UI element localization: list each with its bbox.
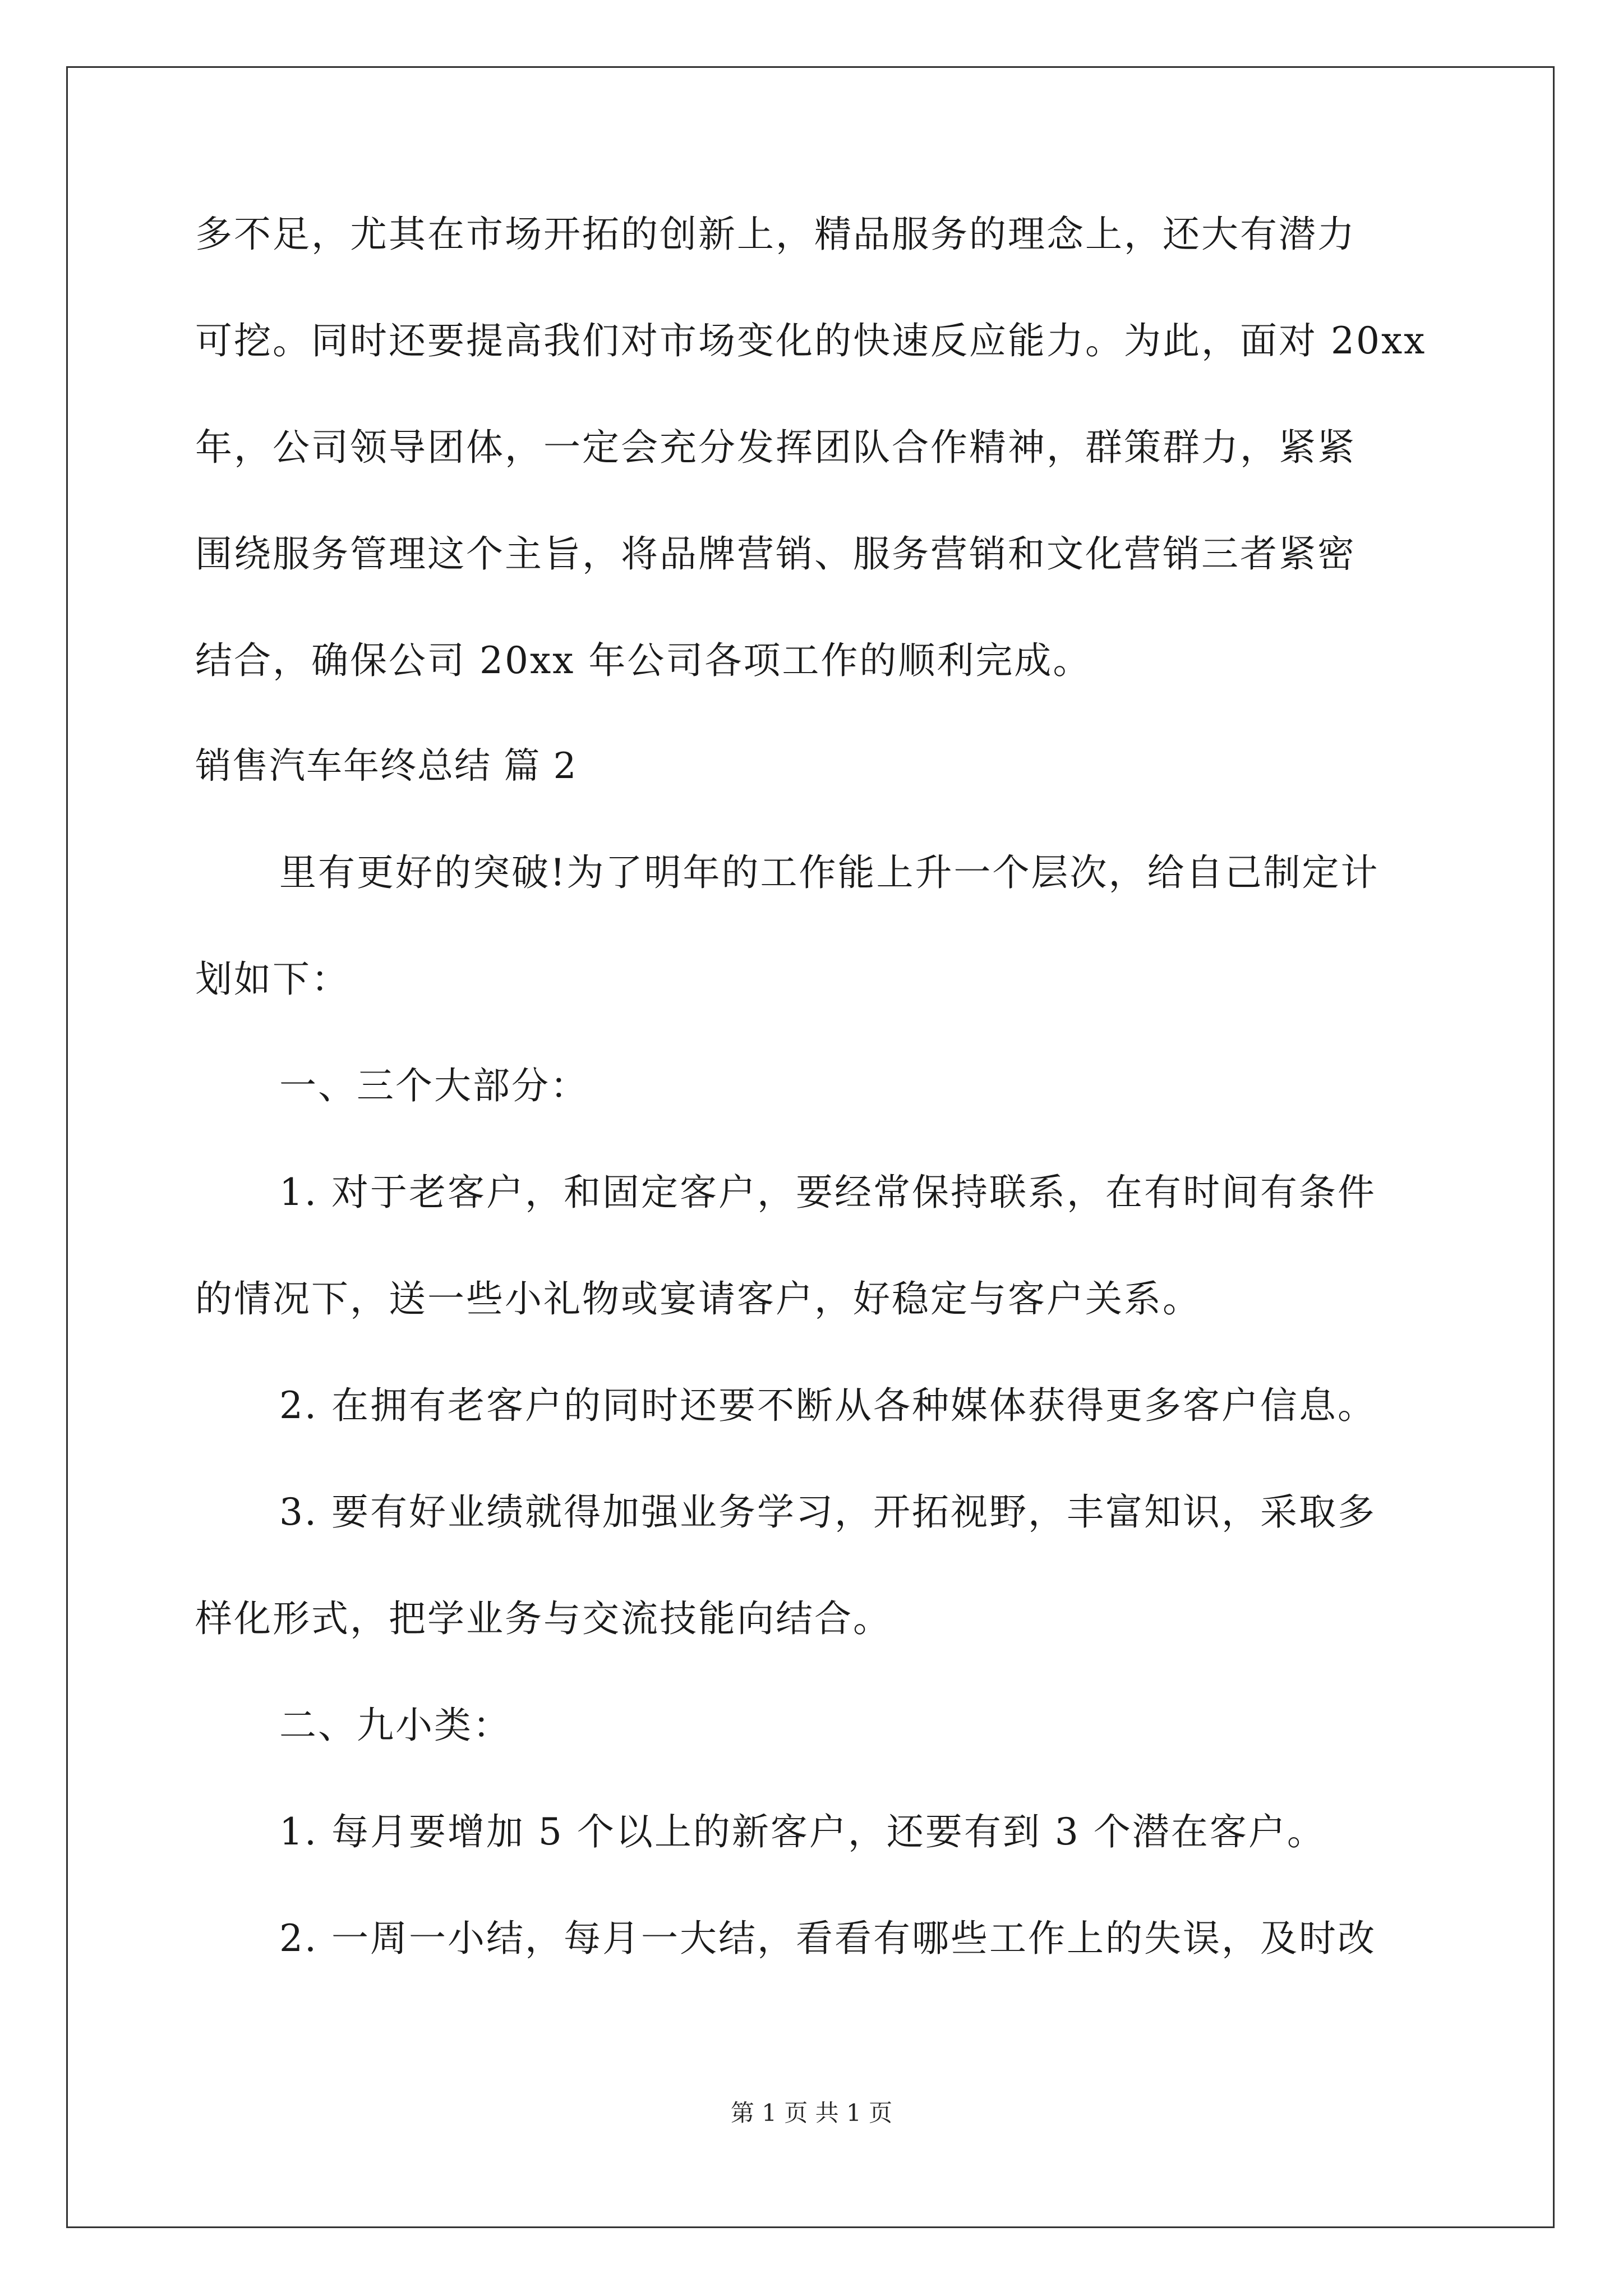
subheading: 一、三个大部分： xyxy=(279,1064,589,1107)
paragraph-line: 的情况下，送一些小礼物或宴请客户，好稳定与客户关系。 xyxy=(195,1277,1201,1320)
page-footer: 第 1 页 共 1 页 xyxy=(730,2099,893,2127)
list-item: 1. 每月要增加 5 个以上的新客户，还要有到 3 个潜在客户。 xyxy=(279,1810,1326,1853)
section-heading: 销售汽车年终总结 篇 2 xyxy=(195,746,578,787)
paragraph-line: 年，公司领导团体，一定会充分发挥团队合作精神，群策群力，紧紧 xyxy=(195,426,1356,469)
paragraph-line: 划如下： xyxy=(195,958,350,1001)
subheading: 二、九小类： xyxy=(279,1704,511,1747)
list-item: 2. 在拥有老客户的同时还要不断从各种媒体获得更多客户信息。 xyxy=(279,1384,1376,1427)
paragraph-line: 样化形式，把学业务与交流技能向结合。 xyxy=(195,1597,892,1640)
paragraph-line: 围绕服务管理这个主旨，将品牌营销、服务营销和文化营销三者紧密 xyxy=(195,532,1356,576)
paragraph-line: 多不足，尤其在市场开拓的创新上，精品服务的理念上，还大有潜力 xyxy=(195,213,1356,256)
list-item: 1. 对于老客户，和固定客户，要经常保持联系，在有时间有条件 xyxy=(279,1171,1376,1214)
list-item: 2. 一周一小结，每月一大结，看看有哪些工作上的失误，及时改 xyxy=(279,1917,1376,1960)
paragraph-line: 里有更好的突破!为了明年的工作能上升一个层次，给自己制定计 xyxy=(279,851,1380,894)
list-item: 3. 要有好业绩就得加强业务学习，开拓视野，丰富知识，采取多 xyxy=(279,1490,1376,1534)
paragraph-line: 可挖。同时还要提高我们对市场变化的快速反应能力。为此，面对 20xx xyxy=(195,319,1427,362)
paragraph-line: 结合，确保公司 20xx 年公司各项工作的顺利完成。 xyxy=(195,639,1092,682)
page-border xyxy=(66,66,1555,2228)
